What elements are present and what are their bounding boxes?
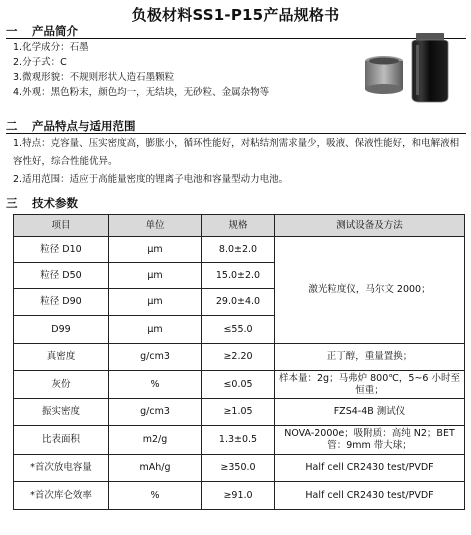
section3-heading — [6, 195, 78, 211]
header-spec: 规格 — [202, 215, 275, 237]
cell-item: D99 — [14, 316, 109, 344]
cell-unit: μm — [109, 316, 202, 344]
cell-spec: ≥350.0 — [202, 455, 275, 482]
table-row — [14, 371, 465, 399]
section3-title: 技术参数 — [32, 196, 78, 210]
section2-heading — [6, 118, 136, 134]
cell-method: Half cell CR2430 test/PVDF — [275, 455, 465, 482]
cell-unit: μm — [109, 289, 202, 316]
section1-heading — [6, 23, 78, 39]
table-row — [14, 426, 465, 455]
cell-method: Half cell CR2430 test/PVDF — [275, 482, 465, 510]
cell-unit: g/cm3 — [109, 399, 202, 426]
cell-item: *首次库仑效率 — [14, 482, 109, 510]
cell-item: 灰份 — [14, 371, 109, 399]
jar-cap — [365, 56, 403, 94]
section3-number: 三 — [6, 196, 18, 210]
cell-method-laser-particle-size: 激光粒度仪，马尔文 2000； — [275, 237, 465, 344]
cell-method: 样本量：2g；马弗炉 800℃，5~6 小时至恒重； — [275, 371, 465, 399]
section2-applications: 2.适用范围：适应于高能量密度的锂离子电池和容量型动力电池。 — [13, 174, 289, 185]
cell-item: *首次放电容量 — [14, 455, 109, 482]
section1-number: 一 — [6, 24, 18, 38]
section1-line-3: 3.微观形貌：不规则形状人造石墨颗粒 — [13, 72, 175, 83]
header-unit: 单位 — [109, 215, 202, 237]
document-title: 负极材料SS1-P15产品规格书 — [131, 6, 340, 24]
cell-unit: mAh/g — [109, 455, 202, 482]
cell-spec: ≥2.20 — [202, 344, 275, 371]
cell-item: 粒径 D90 — [14, 289, 109, 316]
table-row — [14, 399, 465, 426]
table-row — [14, 482, 465, 510]
section2-number: 二 — [6, 119, 18, 133]
table-row — [14, 344, 465, 371]
table-row — [14, 237, 465, 263]
section1-line-1: 1.化学成分：石墨 — [13, 42, 89, 53]
cell-unit: g/cm3 — [109, 344, 202, 371]
section1-title: 产品简介 — [32, 24, 78, 38]
spec-table — [13, 214, 465, 510]
cell-spec: 15.0±2.0 — [202, 263, 275, 289]
cell-spec: ≥1.05 — [202, 399, 275, 426]
cell-unit: % — [109, 371, 202, 399]
cell-spec: 29.0±4.0 — [202, 289, 275, 316]
cell-unit: % — [109, 482, 202, 510]
section2-rule — [6, 133, 466, 134]
section2-features: 1.特点：克容量、压实密度高，膨胀小，循环性能好，对粘结剂需求量少，吸液、保液性能好，和电解液相容性好，综合性能优异。 — [13, 138, 460, 167]
cell-spec: ≤0.05 — [202, 371, 275, 399]
header-method: 测试设备及方法 — [275, 215, 465, 237]
cell-unit: μm — [109, 263, 202, 289]
cell-item: 粒径 D10 — [14, 237, 109, 263]
cell-item: 振实密度 — [14, 399, 109, 426]
header-item: 项目 — [14, 215, 109, 237]
cell-spec: 8.0±2.0 — [202, 237, 275, 263]
cell-method: FZS4-4B 测试仪 — [275, 399, 465, 426]
cell-spec: 1.3±0.5 — [202, 426, 275, 455]
product-photo — [360, 31, 460, 104]
cell-spec: ≤55.0 — [202, 316, 275, 344]
cell-item: 真密度 — [14, 344, 109, 371]
section1-line-4: 4.外观：黑色粉末，颜色均一，无结块，无砂粒、金属杂物等 — [13, 87, 270, 98]
cell-item: 比表面积 — [14, 426, 109, 455]
cell-item: 粒径 D50 — [14, 263, 109, 289]
section2-title: 产品特点与适用范围 — [32, 119, 136, 133]
section1-line-2: 2.分子式：C — [13, 57, 67, 68]
cell-method: NOVA-2000e；吸附质：高纯 N2；BET 管：9mm 带大球； — [275, 426, 465, 455]
table-row — [14, 455, 465, 482]
cell-spec: ≥91.0 — [202, 482, 275, 510]
table-header-row — [14, 215, 465, 237]
cell-method: 正丁醇，重量置换； — [275, 344, 465, 371]
glass-jar — [412, 33, 448, 102]
cell-unit: m2/g — [109, 426, 202, 455]
cell-unit: μm — [109, 237, 202, 263]
